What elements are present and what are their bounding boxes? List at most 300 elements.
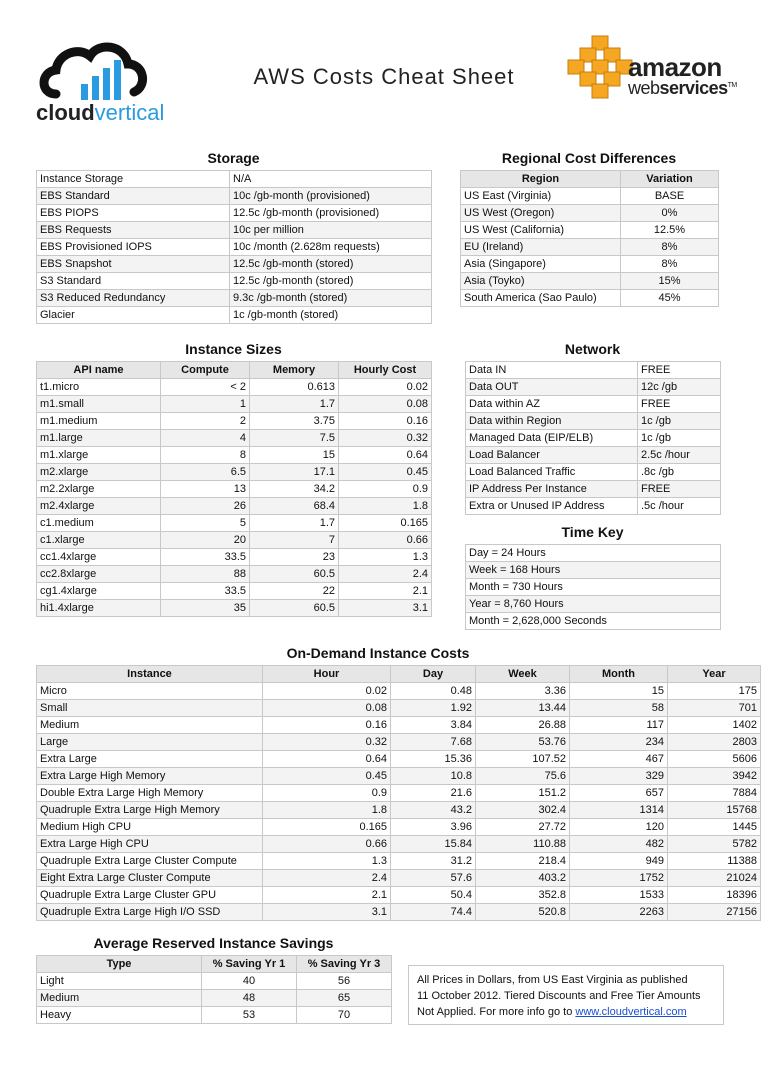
- table-cell: 10c /gb-month (provisioned): [230, 188, 432, 205]
- table-cell: Managed Data (EIP/ELB): [466, 430, 638, 447]
- table-cell: 234: [570, 734, 668, 751]
- table-cell: 56: [297, 973, 392, 990]
- table-row: [37, 600, 432, 617]
- table-cell: 1c /gb-month (stored): [230, 307, 432, 324]
- table-cell: Data OUT: [466, 379, 638, 396]
- table-row: [37, 990, 392, 1007]
- table-cell: 88: [161, 566, 250, 583]
- table-cell: 949: [570, 853, 668, 870]
- table-cell: 0.48: [391, 683, 476, 700]
- table-cell: 1: [161, 396, 250, 413]
- table-cell: 4: [161, 430, 250, 447]
- table-cell: 1445: [668, 819, 761, 836]
- table-cell: c1.medium: [37, 515, 161, 532]
- table-row: [37, 515, 432, 532]
- table-cell: US West (Oregon): [461, 205, 621, 222]
- table-row: [37, 583, 432, 600]
- table-row: [37, 532, 432, 549]
- table-cell: Micro: [37, 683, 263, 700]
- table-row: [37, 836, 761, 853]
- table-row: [37, 222, 432, 239]
- table-cell: S3 Reduced Redundancy: [37, 290, 230, 307]
- table-cell: 20: [161, 532, 250, 549]
- table-cell: 352.8: [476, 887, 570, 904]
- table-row: [37, 1007, 392, 1024]
- table-cell: 1.8: [263, 802, 391, 819]
- table-cell: 107.52: [476, 751, 570, 768]
- table-cell: 17.1: [250, 464, 339, 481]
- network-title: Network: [564, 341, 621, 357]
- table-cell: S3 Standard: [37, 273, 230, 290]
- table-cell: Load Balanced Traffic: [466, 464, 638, 481]
- table-cell: 60.5: [250, 600, 339, 617]
- table-cell: 0.16: [263, 717, 391, 734]
- table-row: [37, 447, 432, 464]
- table-cell: 50.4: [391, 887, 476, 904]
- table-cell: South America (Sao Paulo): [461, 290, 621, 307]
- reserved-title: Average Reserved Instance Savings: [93, 935, 334, 951]
- table-cell: m1.medium: [37, 413, 161, 430]
- table-row: [37, 239, 432, 256]
- table-cell: Medium: [37, 990, 202, 1007]
- reserved-table: [36, 955, 392, 1024]
- table-cell: FREE: [638, 396, 721, 413]
- table-cell: 27.72: [476, 819, 570, 836]
- table-row: [466, 545, 721, 562]
- table-cell: 218.4: [476, 853, 570, 870]
- column-header: Type: [37, 956, 202, 973]
- table-row: [37, 379, 432, 396]
- table-cell: 701: [668, 700, 761, 717]
- table-cell: Instance Storage: [37, 171, 230, 188]
- table-cell: 0.08: [339, 396, 432, 413]
- column-header: Day: [391, 666, 476, 683]
- table-cell: cc2.8xlarge: [37, 566, 161, 583]
- table-cell: Medium High CPU: [37, 819, 263, 836]
- table-cell: 7.5: [250, 430, 339, 447]
- table-cell: Quadruple Extra Large High Memory: [37, 802, 263, 819]
- column-header: Week: [476, 666, 570, 683]
- table-row: [461, 256, 719, 273]
- table-cell: .8c /gb: [638, 464, 721, 481]
- table-row: [466, 379, 721, 396]
- table-row: [466, 613, 721, 630]
- table-cell: 1.3: [263, 853, 391, 870]
- table-cell: 12.5%: [621, 222, 719, 239]
- table-row: [37, 413, 432, 430]
- table-cell: 403.2: [476, 870, 570, 887]
- table-row: [466, 562, 721, 579]
- table-cell: 15.36: [391, 751, 476, 768]
- table-cell: 0.32: [339, 430, 432, 447]
- table-cell: c1.xlarge: [37, 532, 161, 549]
- table-row: [466, 396, 721, 413]
- table-cell: 70: [297, 1007, 392, 1024]
- regional-table: [460, 170, 719, 307]
- table-row: [37, 273, 432, 290]
- table-cell: EBS Snapshot: [37, 256, 230, 273]
- table-cell: 175: [668, 683, 761, 700]
- table-cell: N/A: [230, 171, 432, 188]
- table-cell: Data within Region: [466, 413, 638, 430]
- column-header: API name: [37, 362, 161, 379]
- table-cell: 68.4: [250, 498, 339, 515]
- table-cell: 1533: [570, 887, 668, 904]
- table-cell: m2.2xlarge: [37, 481, 161, 498]
- table-row: [461, 273, 719, 290]
- table-cell: 3.1: [263, 904, 391, 921]
- column-header: Instance: [37, 666, 263, 683]
- table-row: [37, 683, 761, 700]
- table-cell: 657: [570, 785, 668, 802]
- table-cell: Medium: [37, 717, 263, 734]
- table-cell: 1.7: [250, 396, 339, 413]
- table-row: [37, 498, 432, 515]
- table-cell: 0.02: [263, 683, 391, 700]
- table-row: [466, 464, 721, 481]
- table-cell: 1402: [668, 717, 761, 734]
- table-cell: Large: [37, 734, 263, 751]
- table-cell: Extra Large High CPU: [37, 836, 263, 853]
- table-cell: 58: [570, 700, 668, 717]
- table-cell: 31.2: [391, 853, 476, 870]
- table-cell: IP Address Per Instance: [466, 481, 638, 498]
- table-cell: 7884: [668, 785, 761, 802]
- table-row: [37, 768, 761, 785]
- table-row: [466, 447, 721, 464]
- table-row: [37, 853, 761, 870]
- table-cell: 0.45: [263, 768, 391, 785]
- table-cell: 3.96: [391, 819, 476, 836]
- table-cell: EBS Standard: [37, 188, 230, 205]
- table-cell: 5782: [668, 836, 761, 853]
- table-cell: 0.16: [339, 413, 432, 430]
- instance-sizes-title: Instance Sizes: [185, 341, 282, 357]
- table-row: [466, 413, 721, 430]
- table-cell: 11388: [668, 853, 761, 870]
- table-cell: 0.02: [339, 379, 432, 396]
- column-header: Year: [668, 666, 761, 683]
- time-key-title: Time Key: [561, 524, 624, 540]
- table-cell: 2.5c /hour: [638, 447, 721, 464]
- table-cell: 0.66: [339, 532, 432, 549]
- table-cell: 33.5: [161, 583, 250, 600]
- table-cell: 45%: [621, 290, 719, 307]
- table-row: [37, 566, 432, 583]
- table-cell: 15%: [621, 273, 719, 290]
- table-cell: hi1.4xlarge: [37, 600, 161, 617]
- table-row: [37, 481, 432, 498]
- table-cell: 0.66: [263, 836, 391, 853]
- table-cell: 12c /gb: [638, 379, 721, 396]
- table-row: [466, 430, 721, 447]
- table-cell: 13.44: [476, 700, 570, 717]
- table-cell: 3.1: [339, 600, 432, 617]
- storage-title: Storage: [207, 150, 260, 166]
- table-cell: Extra or Unused IP Address: [466, 498, 638, 515]
- time-key-table: [465, 544, 721, 630]
- table-row: [466, 481, 721, 498]
- table-cell: 0.9: [263, 785, 391, 802]
- column-header: Memory: [250, 362, 339, 379]
- table-cell: Glacier: [37, 307, 230, 324]
- table-row: [461, 205, 719, 222]
- column-header: Month: [570, 666, 668, 683]
- table-cell: 0.32: [263, 734, 391, 751]
- table-cell: 10c per million: [230, 222, 432, 239]
- table-row: [37, 819, 761, 836]
- table-cell: 302.4: [476, 802, 570, 819]
- table-cell: 0.08: [263, 700, 391, 717]
- table-cell: 15768: [668, 802, 761, 819]
- table-cell: Data within AZ: [466, 396, 638, 413]
- table-cell: 43.2: [391, 802, 476, 819]
- pricing-note: All Prices in Dollars, from US East Virginia as published 11 October 2012. Tiered Discounts and Free Tier Amounts Not Applied. For more info go to www.cloudvertical.com: [408, 965, 724, 1025]
- table-cell: 1c /gb: [638, 430, 721, 447]
- table-cell: 57.6: [391, 870, 476, 887]
- on-demand-title: On-Demand Instance Costs: [286, 645, 470, 661]
- table-cell: Light: [37, 973, 202, 990]
- table-row: [461, 290, 719, 307]
- table-cell: Load Balancer: [466, 447, 638, 464]
- table-cell: 26.88: [476, 717, 570, 734]
- table-cell: 120: [570, 819, 668, 836]
- column-header: Region: [461, 171, 621, 188]
- table-cell: 0.165: [263, 819, 391, 836]
- table-row: [37, 802, 761, 819]
- table-cell: 12.5c /gb-month (stored): [230, 273, 432, 290]
- table-row: [37, 700, 761, 717]
- page-title: AWS Costs Cheat Sheet: [253, 64, 515, 89]
- table-cell: 0.165: [339, 515, 432, 532]
- table-row: [37, 430, 432, 447]
- table-cell: 15.84: [391, 836, 476, 853]
- table-cell: 2.1: [263, 887, 391, 904]
- table-row: [37, 887, 761, 904]
- table-cell: 15: [570, 683, 668, 700]
- table-cell: 1.7: [250, 515, 339, 532]
- table-cell: 35: [161, 600, 250, 617]
- table-cell: BASE: [621, 188, 719, 205]
- table-cell: 40: [202, 973, 297, 990]
- table-cell: .5c /hour: [638, 498, 721, 515]
- table-cell: 7: [250, 532, 339, 549]
- table-cell: 60.5: [250, 566, 339, 583]
- instance-sizes-table: [36, 361, 432, 617]
- table-cell: 34.2: [250, 481, 339, 498]
- table-cell: 48: [202, 990, 297, 1007]
- table-cell: 12.5c /gb-month (stored): [230, 256, 432, 273]
- table-cell: Small: [37, 700, 263, 717]
- table-cell: 151.2: [476, 785, 570, 802]
- table-cell: Month = 730 Hours: [466, 579, 721, 596]
- table-cell: 15: [250, 447, 339, 464]
- table-cell: 53: [202, 1007, 297, 1024]
- table-cell: 53.76: [476, 734, 570, 751]
- table-row: [37, 307, 432, 324]
- table-cell: EBS Requests: [37, 222, 230, 239]
- regional-title: Regional Cost Differences: [501, 150, 677, 166]
- table-cell: Day = 24 Hours: [466, 545, 721, 562]
- cloudvertical-logo: cloudvertical: [36, 100, 165, 125]
- table-cell: EBS Provisioned IOPS: [37, 239, 230, 256]
- table-cell: US East (Virginia): [461, 188, 621, 205]
- table-row: [37, 751, 761, 768]
- table-cell: 8%: [621, 256, 719, 273]
- table-cell: 1.92: [391, 700, 476, 717]
- table-row: [37, 396, 432, 413]
- table-cell: Eight Extra Large Cluster Compute: [37, 870, 263, 887]
- table-cell: Asia (Singapore): [461, 256, 621, 273]
- table-cell: 2263: [570, 904, 668, 921]
- table-cell: 6.5: [161, 464, 250, 481]
- table-cell: 1.8: [339, 498, 432, 515]
- table-cell: 8: [161, 447, 250, 464]
- column-header: Variation: [621, 171, 719, 188]
- table-cell: m2.xlarge: [37, 464, 161, 481]
- storage-table: [36, 170, 432, 324]
- table-cell: 1752: [570, 870, 668, 887]
- table-row: [461, 239, 719, 256]
- table-cell: Year = 8,760 Hours: [466, 596, 721, 613]
- table-row: [37, 734, 761, 751]
- table-cell: 22: [250, 583, 339, 600]
- table-cell: 0.64: [339, 447, 432, 464]
- table-cell: 21024: [668, 870, 761, 887]
- table-cell: 3.36: [476, 683, 570, 700]
- table-cell: FREE: [638, 481, 721, 498]
- table-cell: US West (California): [461, 222, 621, 239]
- table-row: [37, 464, 432, 481]
- table-cell: Week = 168 Hours: [466, 562, 721, 579]
- table-cell: < 2: [161, 379, 250, 396]
- on-demand-table: [36, 665, 761, 921]
- table-cell: 0.9: [339, 481, 432, 498]
- table-cell: 13: [161, 481, 250, 498]
- table-row: [37, 549, 432, 566]
- table-row: [37, 785, 761, 802]
- table-cell: m2.4xlarge: [37, 498, 161, 515]
- table-cell: 2803: [668, 734, 761, 751]
- table-cell: 520.8: [476, 904, 570, 921]
- table-row: [466, 596, 721, 613]
- table-cell: Data IN: [466, 362, 638, 379]
- cloudvertical-link[interactable]: www.cloudvertical.com: [575, 1006, 687, 1018]
- table-cell: Month = 2,628,000 Seconds: [466, 613, 721, 630]
- table-cell: Double Extra Large High Memory: [37, 785, 263, 802]
- webservices-logo-text: webservices™: [628, 78, 737, 98]
- table-row: [37, 717, 761, 734]
- table-cell: 12.5c /gb-month (provisioned): [230, 205, 432, 222]
- table-cell: 10.8: [391, 768, 476, 785]
- table-cell: 329: [570, 768, 668, 785]
- table-cell: Extra Large: [37, 751, 263, 768]
- network-table: [465, 361, 721, 515]
- table-cell: Heavy: [37, 1007, 202, 1024]
- table-cell: m1.small: [37, 396, 161, 413]
- table-row: [461, 188, 719, 205]
- column-header: Hour: [263, 666, 391, 683]
- table-cell: 2.4: [339, 566, 432, 583]
- table-cell: 33.5: [161, 549, 250, 566]
- table-cell: Quadruple Extra Large Cluster Compute: [37, 853, 263, 870]
- table-cell: 7.68: [391, 734, 476, 751]
- table-cell: 1c /gb: [638, 413, 721, 430]
- table-row: [461, 222, 719, 239]
- table-cell: 2: [161, 413, 250, 430]
- table-row: [37, 904, 761, 921]
- table-cell: 1.3: [339, 549, 432, 566]
- table-cell: 2.4: [263, 870, 391, 887]
- table-cell: Asia (Toyko): [461, 273, 621, 290]
- table-cell: t1.micro: [37, 379, 161, 396]
- table-cell: 3942: [668, 768, 761, 785]
- table-cell: Quadruple Extra Large Cluster GPU: [37, 887, 263, 904]
- table-cell: 110.88: [476, 836, 570, 853]
- table-row: [37, 188, 432, 205]
- table-cell: 65: [297, 990, 392, 1007]
- table-cell: 10c /month (2.628m requests): [230, 239, 432, 256]
- table-row: [37, 256, 432, 273]
- table-cell: FREE: [638, 362, 721, 379]
- table-row: [37, 290, 432, 307]
- table-cell: 18396: [668, 887, 761, 904]
- table-cell: 0.45: [339, 464, 432, 481]
- table-row: [37, 205, 432, 222]
- table-cell: EU (Ireland): [461, 239, 621, 256]
- table-cell: 0%: [621, 205, 719, 222]
- table-cell: 26: [161, 498, 250, 515]
- table-cell: 5606: [668, 751, 761, 768]
- table-cell: 23: [250, 549, 339, 566]
- table-cell: 8%: [621, 239, 719, 256]
- table-cell: 0.64: [263, 751, 391, 768]
- amazon-logo-text: amazon: [628, 52, 722, 82]
- table-cell: cg1.4xlarge: [37, 583, 161, 600]
- table-cell: Extra Large High Memory: [37, 768, 263, 785]
- table-cell: 75.6: [476, 768, 570, 785]
- column-header: Hourly Cost: [339, 362, 432, 379]
- table-cell: 3.84: [391, 717, 476, 734]
- column-header: Compute: [161, 362, 250, 379]
- table-cell: 27156: [668, 904, 761, 921]
- table-cell: cc1.4xlarge: [37, 549, 161, 566]
- table-row: [37, 973, 392, 990]
- table-row: [466, 579, 721, 596]
- column-header: % Saving Yr 3: [297, 956, 392, 973]
- table-row: [37, 870, 761, 887]
- table-cell: 1314: [570, 802, 668, 819]
- table-cell: 0.613: [250, 379, 339, 396]
- table-cell: 3.75: [250, 413, 339, 430]
- table-cell: Quadruple Extra Large High I/O SSD: [37, 904, 263, 921]
- column-header: % Saving Yr 1: [202, 956, 297, 973]
- table-row: [466, 362, 721, 379]
- table-cell: 21.6: [391, 785, 476, 802]
- table-cell: 117: [570, 717, 668, 734]
- table-cell: 2.1: [339, 583, 432, 600]
- table-cell: 482: [570, 836, 668, 853]
- table-cell: m1.xlarge: [37, 447, 161, 464]
- table-cell: 5: [161, 515, 250, 532]
- table-cell: 74.4: [391, 904, 476, 921]
- table-cell: 467: [570, 751, 668, 768]
- table-row: [37, 171, 432, 188]
- table-cell: EBS PIOPS: [37, 205, 230, 222]
- table-row: [466, 498, 721, 515]
- table-cell: 9.3c /gb-month (stored): [230, 290, 432, 307]
- table-cell: m1.large: [37, 430, 161, 447]
